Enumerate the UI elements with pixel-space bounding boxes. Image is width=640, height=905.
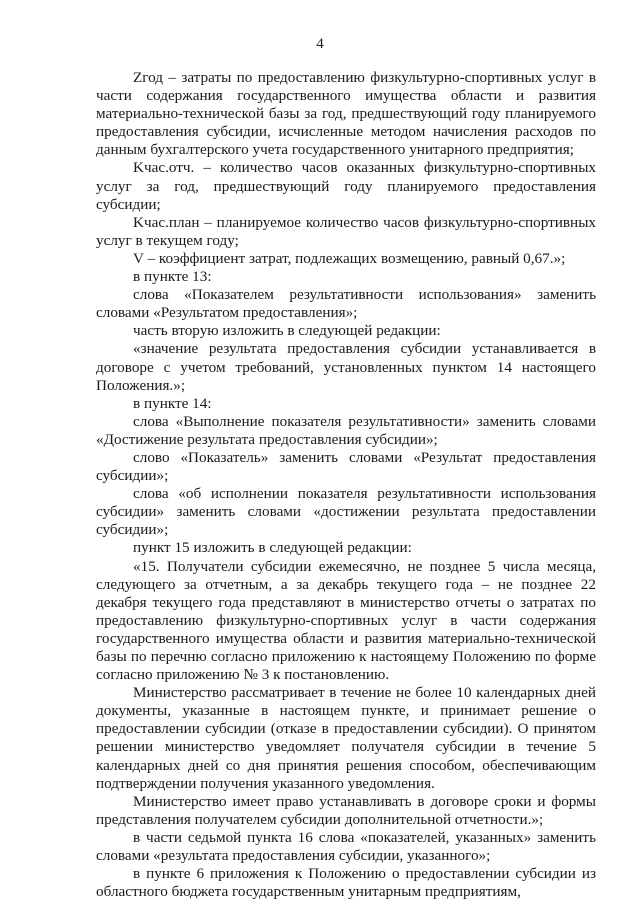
paragraph-v-coefficient: V – коэффициент затрат, подлежащих возмещению, равный 0,67.»;	[133, 249, 566, 267]
paragraph-point-16-replace: в части седьмой пункта 16 слова «показателей, указанных» заменить словами «результата предоставления субсидии, указанного»;	[96, 828, 596, 865]
paragraph-appendix-point-6: в пункте 6 приложения к Положению о предоставлении субсидии из областного бюджета государственным унитарным предприятиям,	[96, 865, 596, 901]
paragraph-kchas-otch-definition: Kчас.отч. – количество часов оказанных физкультурно-спортивных услуг за год, предшествующий году планируемого предоставления субсидии;	[96, 159, 596, 213]
paragraph-point-14-replace-1: слова «Выполнение показателя результативности» заменить словами «Достижение результата предоставления субсидии»;	[96, 412, 596, 448]
paragraph-ministry-review: Министерство рассматривает в течение не более 10 календарных дней документы, указанные в настоящем пункте, и принимает решение о предоставлении субсидии (отказе в предоставлении субсидии). О принятом решении министерство уведомляет получателя субсидии в течение 5 календарных дней со дня принятия решения способом, обеспечивающим подтверждении получения указанного уведомления.	[96, 684, 596, 792]
paragraph-point-13-part-two: часть вторую изложить в следующей редакции:	[133, 322, 441, 340]
paragraph-ministry-rights: Министерство имеет право устанавливать в договоре сроки и формы представления получателем субсидии дополнительной отчетности.»;	[96, 792, 596, 828]
paragraph-point-15-text: «15. Получатели субсидии ежемесячно, не позднее 5 числа месяца, следующего за отчетным, а за декабрь текущего года – не позднее 22 декабря текущего года представляют в министерство отчеты о затратах по предоставлению физкультурно-спортивных услуг в части содержания государственного имущества области и развития материально-технической базы по перечню согласно приложению к настоящему Положению по форме согласно приложению № 3 к постановлению.	[96, 557, 596, 684]
document-body	[96, 69, 596, 901]
paragraph-zgod-definition: Zгод – затраты по предоставлению физкультурно-спортивных услуг в части содержания государственного имущества области и развития материально-технической базы за год, предшествующий году планируемого предоставления субсидии, исчисленные методом начисления расходов по данным бухгалтерского учета государственного унитарного предприятия;	[96, 69, 596, 159]
paragraph-point-13-new-text: «значение результата предоставления субсидии устанавливается в договоре с учетом требований, установленных пунктом 14 настоящего Положения.»;	[96, 340, 596, 394]
paragraph-point-14-replace-3: слова «об исполнении показателя результативности использования субсидии» заменить словами «достижении результата предоставлении субсидии»;	[96, 485, 596, 539]
paragraph-point-14-replace-2: слово «Показатель» заменить словами «Результат предоставления субсидии»;	[96, 448, 596, 485]
page-number: 4	[316, 36, 324, 52]
paragraph-point-15-heading: пункт 15 изложить в следующей редакции:	[133, 539, 412, 557]
paragraph-point-14-heading: в пункте 14:	[133, 394, 212, 412]
paragraph-kchas-plan-definition: Kчас.план – планируемое количество часов физкультурно-спортивных услуг в текущем году;	[96, 213, 596, 249]
paragraph-point-13-replace-words: слова «Показателем результативности использования» заменить словами «Результатом предоставления»;	[96, 286, 596, 322]
paragraph-point-13-heading: в пункте 13:	[133, 268, 212, 286]
